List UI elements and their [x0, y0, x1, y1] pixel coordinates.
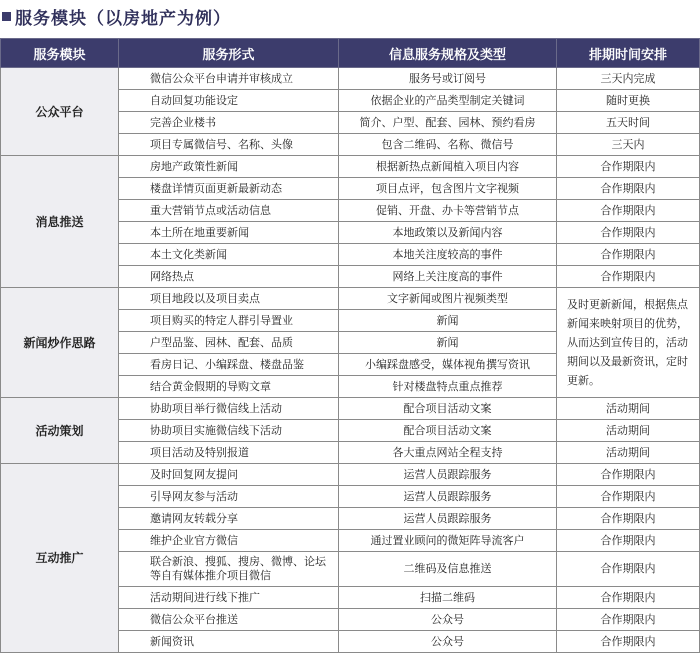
schedule-cell: 合作期限内 [557, 200, 700, 222]
schedule-cell: 三天内完成 [557, 68, 700, 90]
service-spec-cell: 文字新闻或图片视频类型 [339, 288, 557, 310]
header-schedule: 排期时间安排 [557, 39, 700, 68]
service-spec-cell: 运营人员跟踪服务 [339, 508, 557, 530]
service-form-cell: 活动期间进行线下推广 [119, 587, 339, 609]
table-row [1, 288, 700, 310]
service-spec-cell: 新闻 [339, 310, 557, 332]
schedule-cell: 合作期限内 [557, 222, 700, 244]
schedule-cell: 合作期限内 [557, 609, 700, 631]
service-form-cell: 自动回复功能设定 [119, 90, 339, 112]
schedule-cell: 合作期限内 [557, 244, 700, 266]
service-spec-cell: 各大重点网站全程支持 [339, 442, 557, 464]
service-spec-cell: 网络上关注度高的事件 [339, 266, 557, 288]
service-form-cell: 项目活动及特别报道 [119, 442, 339, 464]
schedule-cell: 合作期限内 [557, 631, 700, 653]
table-row [1, 464, 700, 486]
service-form-cell: 微信公众平台推送 [119, 609, 339, 631]
schedule-cell: 合作期限内 [557, 587, 700, 609]
schedule-cell: 合作期限内 [557, 178, 700, 200]
service-form-cell: 楼盘详情页面更新最新动态 [119, 178, 339, 200]
service-spec-cell: 针对楼盘特点重点推荐 [339, 376, 557, 398]
service-spec-cell: 项目点评，包含图片文字视频 [339, 178, 557, 200]
service-table [0, 38, 700, 653]
schedule-cell: 随时更换 [557, 90, 700, 112]
service-form-cell: 项目专属微信号、名称、头像 [119, 134, 339, 156]
schedule-cell: 合作期限内 [557, 530, 700, 552]
service-form-cell: 网络热点 [119, 266, 339, 288]
schedule-cell: 五天时间 [557, 112, 700, 134]
header-spec: 信息服务规格及类型 [339, 39, 557, 68]
service-spec-cell: 本地政策以及新闻内容 [339, 222, 557, 244]
service-spec-cell: 促销、开盘、办卡等营销节点 [339, 200, 557, 222]
service-spec-cell: 简介、户型、配套、园林、预约看房 [339, 112, 557, 134]
service-form-cell: 完善企业楼书 [119, 112, 339, 134]
service-form-cell: 维护企业官方微信 [119, 530, 339, 552]
module-name-cell: 活动策划 [1, 398, 119, 464]
module-name-cell: 互动推广 [1, 464, 119, 653]
schedule-note-cell: 及时更新新闻，根据焦点新闻来映射项目的优势，从而达到宣传目的，活动期间以及最新资讯，定时更新。 [557, 288, 700, 398]
schedule-cell: 合作期限内 [557, 552, 700, 587]
service-form-cell: 项目购买的特定人群引导置业 [119, 310, 339, 332]
service-spec-cell: 公众号 [339, 609, 557, 631]
service-form-cell: 微信公众平台申请并审核成立 [119, 68, 339, 90]
service-spec-cell: 运营人员跟踪服务 [339, 464, 557, 486]
title-marker-icon [2, 12, 11, 21]
module-name-cell: 新闻炒作思路 [1, 288, 119, 398]
service-spec-cell: 运营人员跟踪服务 [339, 486, 557, 508]
service-form-cell: 项目地段以及项目卖点 [119, 288, 339, 310]
schedule-cell: 合作期限内 [557, 508, 700, 530]
schedule-cell: 合作期限内 [557, 156, 700, 178]
service-form-cell: 及时回复网友提问 [119, 464, 339, 486]
service-form-cell: 房地产政策性新闻 [119, 156, 339, 178]
module-name-cell: 消息推送 [1, 156, 119, 288]
page-title: 服务模块（以房地产为例） [15, 8, 231, 29]
table-row [1, 156, 700, 178]
table-row [1, 398, 700, 420]
service-form-cell: 重大营销节点或活动信息 [119, 200, 339, 222]
title-bar [0, 2, 231, 30]
service-spec-cell: 通过置业顾问的微矩阵导流客户 [339, 530, 557, 552]
service-form-cell: 户型品鉴、园林、配套、品质 [119, 332, 339, 354]
service-form-cell: 新闻资讯 [119, 631, 339, 653]
schedule-cell: 合作期限内 [557, 266, 700, 288]
schedule-cell: 合作期限内 [557, 486, 700, 508]
service-form-cell: 本土所在地重要新闻 [119, 222, 339, 244]
table-header-row [1, 39, 700, 68]
service-form-cell: 联合新浪、搜狐、搜房、微博、论坛等自有媒体推介项目微信 [119, 552, 339, 587]
service-spec-cell: 二维码及信息推送 [339, 552, 557, 587]
service-spec-cell: 新闻 [339, 332, 557, 354]
schedule-cell: 三天内 [557, 134, 700, 156]
table-body [1, 68, 700, 653]
header-module: 服务模块 [1, 39, 119, 68]
service-form-cell: 本土文化类新闻 [119, 244, 339, 266]
schedule-cell: 合作期限内 [557, 464, 700, 486]
schedule-cell: 活动期间 [557, 420, 700, 442]
service-spec-cell: 根据新热点新闻植入项目内容 [339, 156, 557, 178]
table-row [1, 68, 700, 90]
service-spec-cell: 公众号 [339, 631, 557, 653]
service-form-cell: 结合黄金假期的导购文章 [119, 376, 339, 398]
service-spec-cell: 包含二维码、名称、微信号 [339, 134, 557, 156]
service-spec-cell: 服务号或订阅号 [339, 68, 557, 90]
service-spec-cell: 配合项目活动文案 [339, 398, 557, 420]
schedule-cell: 活动期间 [557, 442, 700, 464]
service-spec-cell: 本地关注度较高的事件 [339, 244, 557, 266]
service-form-cell: 邀请网友转载分享 [119, 508, 339, 530]
service-form-cell: 协助项目举行微信线上活动 [119, 398, 339, 420]
service-spec-cell: 小编踩盘感受，媒体视角撰写资讯 [339, 354, 557, 376]
service-form-cell: 看房日记、小编踩盘、楼盘品鉴 [119, 354, 339, 376]
service-form-cell: 引导网友参与活动 [119, 486, 339, 508]
service-spec-cell: 配合项目活动文案 [339, 420, 557, 442]
service-spec-cell: 依据企业的产品类型制定关键词 [339, 90, 557, 112]
service-spec-cell: 扫描二维码 [339, 587, 557, 609]
module-name-cell: 公众平台 [1, 68, 119, 156]
schedule-cell: 活动期间 [557, 398, 700, 420]
header-form: 服务形式 [119, 39, 339, 68]
service-form-cell: 协助项目实施微信线下活动 [119, 420, 339, 442]
